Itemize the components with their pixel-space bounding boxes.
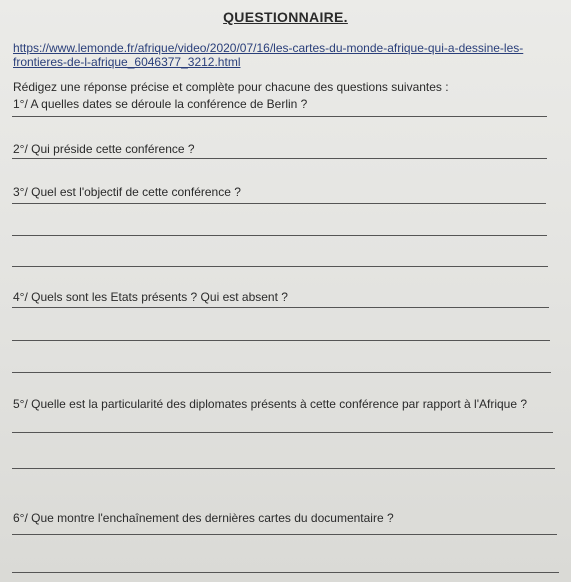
question-2: 2°/ Qui préside cette conférence ?	[13, 142, 195, 156]
answer-line	[12, 534, 557, 535]
answer-line	[12, 432, 553, 433]
page-title: QUESTIONNAIRE.	[223, 9, 348, 25]
answer-line	[12, 572, 559, 573]
question-4: 4°/ Quels sont les Etats présents ? Qui est absent ?	[13, 290, 288, 304]
answer-line	[12, 372, 551, 373]
answer-line	[12, 203, 546, 204]
answer-line	[12, 307, 549, 308]
question-3: 3°/ Quel est l'objectif de cette conférence ?	[13, 185, 241, 199]
answer-line	[12, 116, 547, 117]
answer-line	[12, 468, 555, 469]
answer-line	[12, 266, 548, 267]
instruction-text: Rédigez une réponse précise et complète pour chacune des questions suivantes :	[13, 80, 449, 94]
answer-line	[12, 235, 547, 236]
source-url[interactable]: https://www.lemonde.fr/afrique/video/2020/07/16/les-cartes-du-monde-afrique-qui-a-dessine-les-frontieres-de-l-afrique_6046377_3212.html	[13, 41, 524, 69]
question-5: 5°/ Quelle est la particularité des diplomates présents à cette conférence par rapport à l'Afrique ?	[13, 397, 528, 411]
answer-line	[12, 158, 547, 159]
question-1: 1°/ A quelles dates se déroule la conférence de Berlin ?	[13, 97, 308, 111]
answer-line	[12, 340, 550, 341]
question-6: 6°/ Que montre l'enchaînement des dernières cartes du documentaire ?	[13, 511, 394, 525]
